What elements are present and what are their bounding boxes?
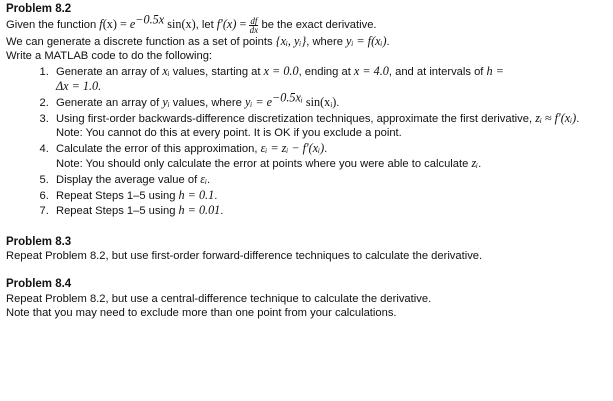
problem-8-2-line-1: Given the function $f(x) = e^{-0.5x}$ sin(x), let f′(x) = $\frac{df}{dx}$ be the exact derivative. bbox=[6, 11, 377, 35]
problem-8-3-title: Problem 8.3 bbox=[6, 235, 72, 248]
step-4-note: Note: You should only calculate the error at points where you were able to calculate zᵢ. bbox=[56, 156, 482, 171]
problem-8-2-line-3: Write a MATLAB code to do the following: bbox=[6, 50, 213, 63]
problem-sheet bbox=[6, 2, 606, 321]
step-3-note: Note: You cannot do this at every point. It is OK if you exclude a point. bbox=[56, 127, 402, 140]
step-5: 5. Display the average value of εᵢ. bbox=[52, 172, 606, 188]
step-1: 1. Generate an array of xᵢ values, starting at x = 0.0, ending at x = 4.0, and at intervals of h = Δx = 1.0. bbox=[52, 64, 606, 95]
steps-list bbox=[6, 64, 606, 219]
problem-8-4-text-1: Repeat Problem 8.2, but use a central-difference technique to calculate the derivative. bbox=[6, 292, 432, 305]
problem-8-2-title: Problem 8.2 bbox=[6, 3, 72, 15]
step-4: 4. Calculate the error of this approximation, εᵢ = zᵢ − f′(xᵢ). Note: You should only calculate the error at points where you were able to calculate zᵢ. bbox=[52, 141, 606, 172]
problem-8-4-text-2: Note that you may need to exclude more than one point from your calculations. bbox=[6, 307, 397, 320]
step-7: 7. Repeat Steps 1–5 using h = 0.01. bbox=[52, 203, 606, 219]
step-2: 2. Generate an array of yᵢ values, where yᵢ = $e^{-0.5xᵢ}$ sin(xᵢ). bbox=[52, 95, 606, 111]
problem-8-4-title: Problem 8.4 bbox=[6, 277, 72, 290]
step-3: 3. Using first-order backwards-difference discretization techniques, approximate the first derivative, zᵢ ≈ f′(xᵢ). Note: You cannot do this at every point. It is OK if you exclude a point. bbox=[52, 111, 606, 141]
problem-8-2-line-2: We can generate a discrete function as a set of points {xᵢ, yᵢ}, where yᵢ = f(xᵢ). bbox=[6, 33, 390, 48]
derivative-fraction: $\frac{df}{dx}$ bbox=[249, 15, 259, 35]
problem-8-3-text: Repeat Problem 8.2, but use first-order forward-difference techniques to calculate the derivative. bbox=[6, 250, 483, 263]
step-6: 6. Repeat Steps 1–5 using h = 0.1. bbox=[52, 188, 606, 204]
